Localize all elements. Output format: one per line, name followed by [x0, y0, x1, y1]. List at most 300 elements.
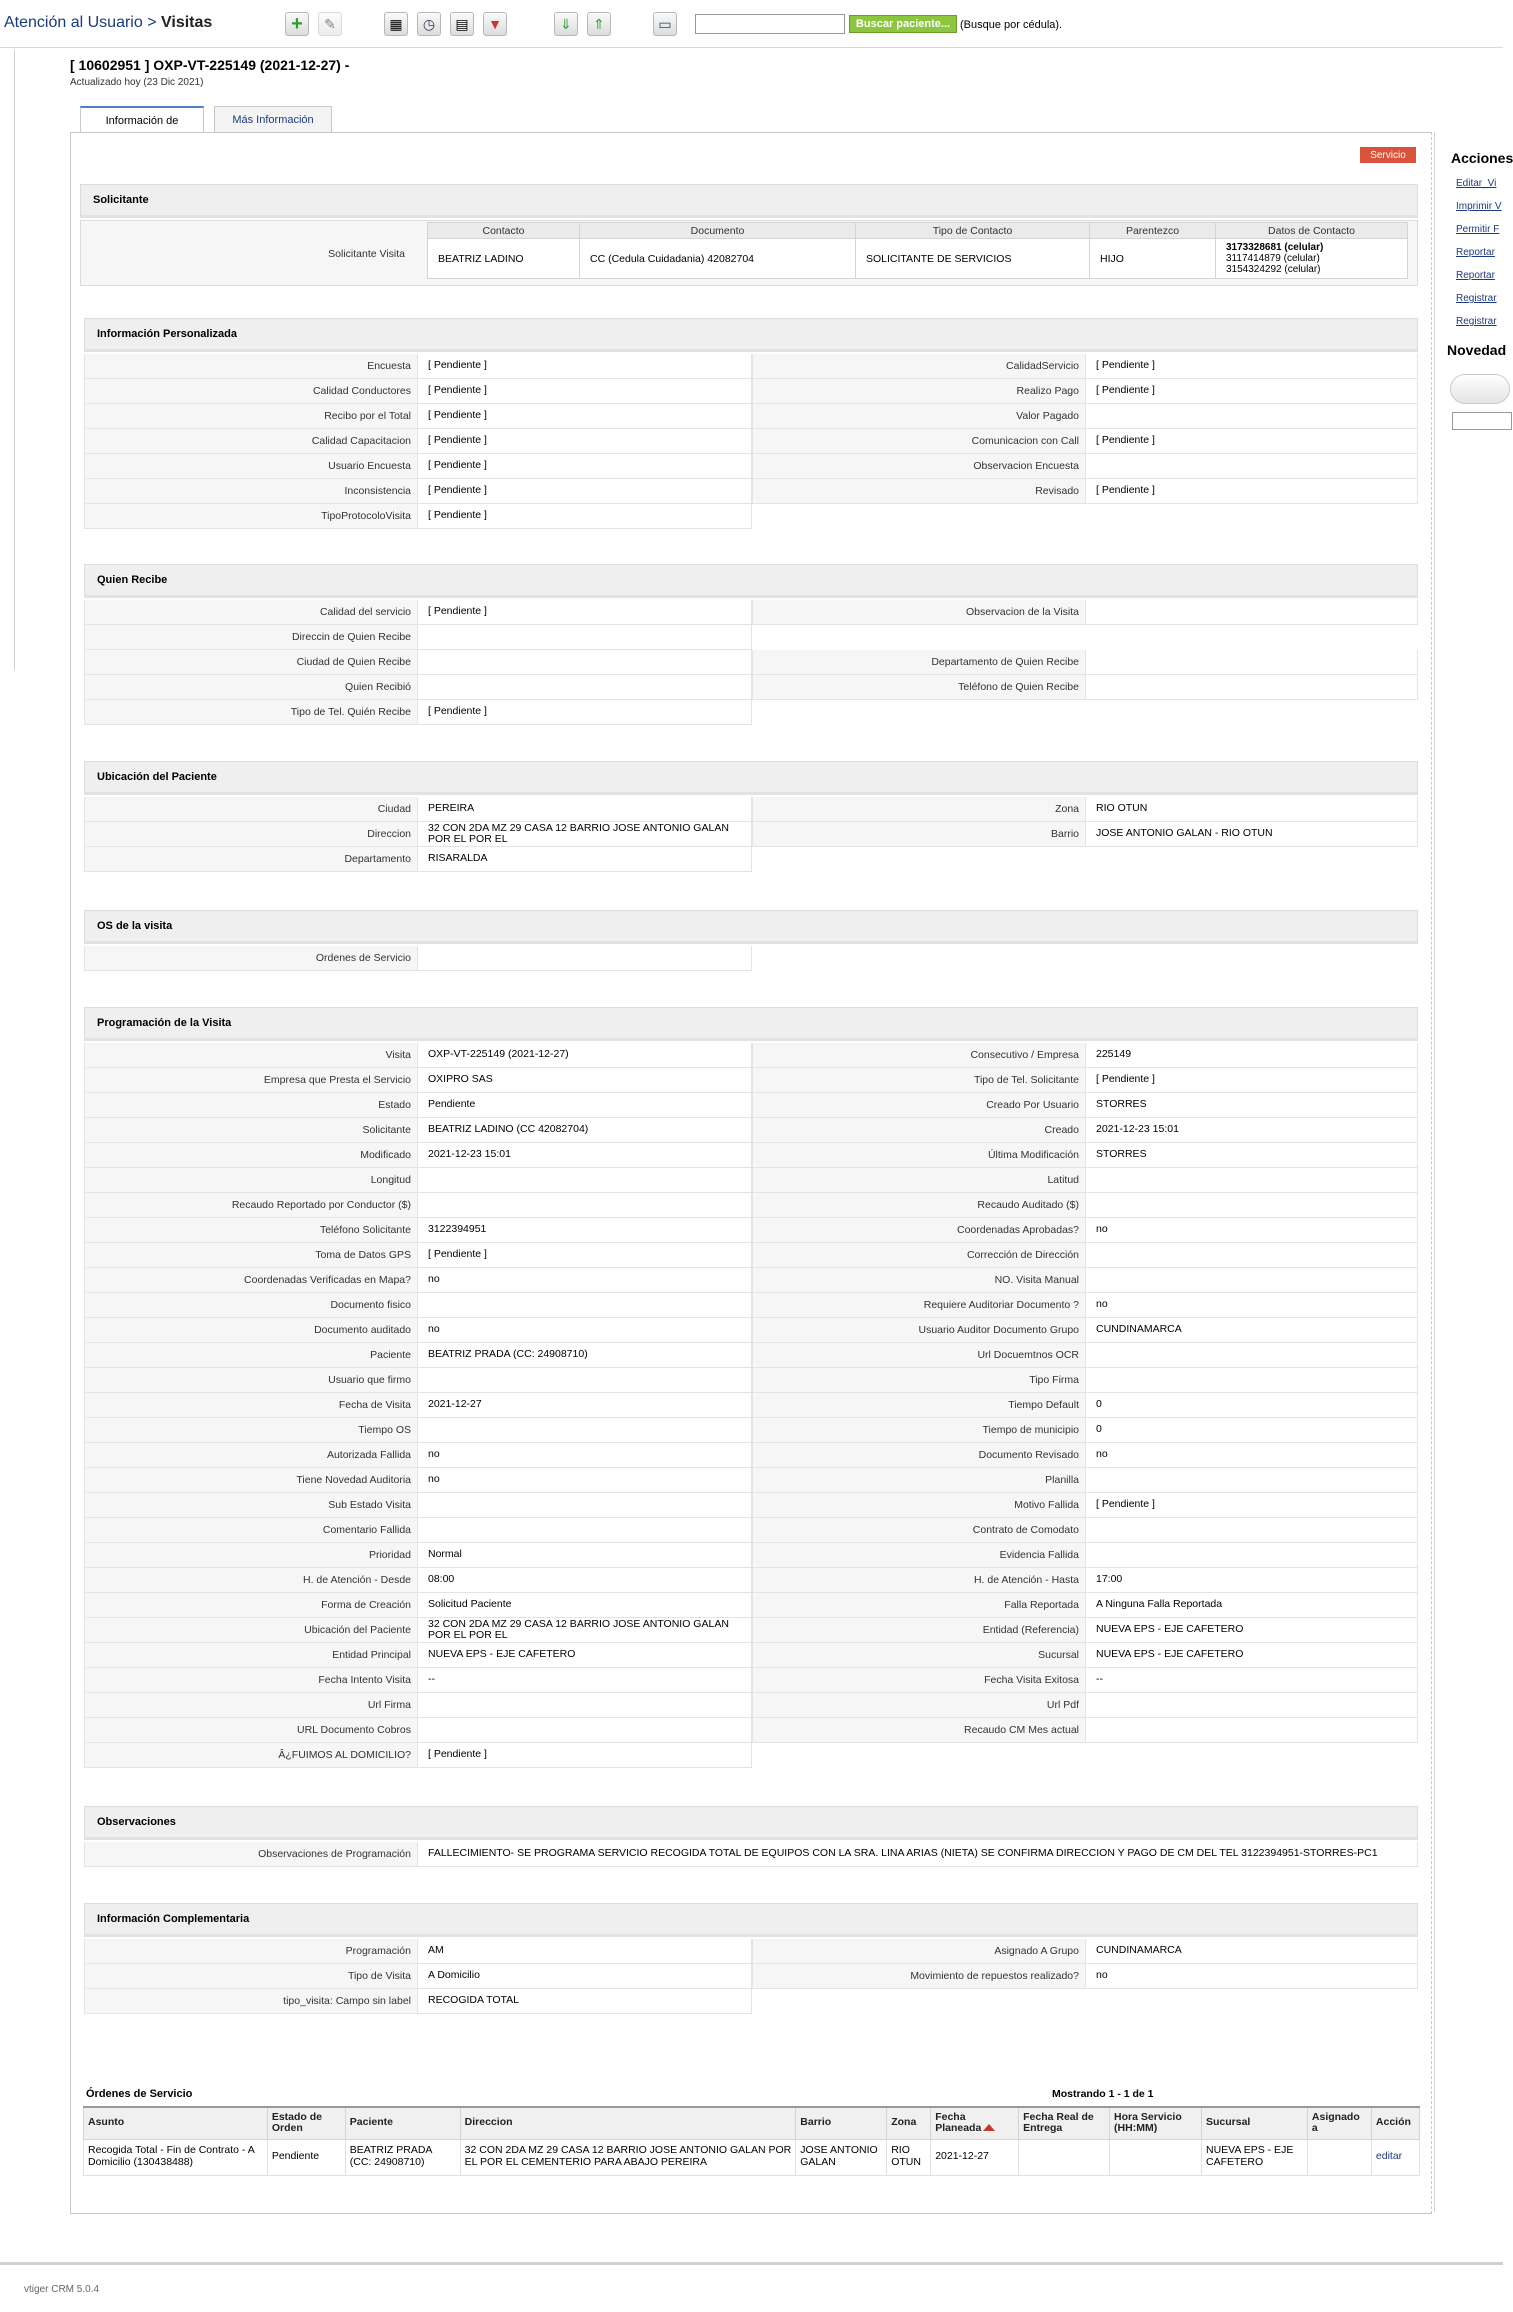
contact-type: SOLICITANTE DE SERVICIOS [856, 239, 1090, 279]
field-value[interactable]: [ Pendiente ] [418, 429, 752, 453]
field-label: Fecha de Visita [84, 1393, 418, 1417]
field-value[interactable]: [ Pendiente ] [418, 454, 752, 478]
field-row [84, 479, 752, 504]
column-header[interactable] [931, 2107, 1019, 2139]
field-row [84, 797, 752, 822]
import-icon: ▼ [488, 16, 502, 32]
order-status: Pendiente [267, 2139, 345, 2175]
field-label: Tipo de Tel. Solicitante [752, 1068, 1086, 1092]
order-action-cell [1371, 2139, 1419, 2175]
field-value[interactable]: RISARALDA [418, 847, 752, 871]
field-label: Motivo Fallida [752, 1493, 1086, 1517]
field-value[interactable]: [ Pendiente ] [1086, 379, 1418, 403]
field-row [752, 797, 1418, 822]
field-row [84, 1618, 752, 1643]
field-value[interactable]: 225149 [1086, 1043, 1418, 1067]
field-row [84, 1842, 1418, 1867]
field-label: Documento fisico [84, 1293, 418, 1317]
field-label: Autorizada Fallida [84, 1443, 418, 1467]
field-value[interactable]: OXP-VT-225149 (2021-12-27) [418, 1043, 752, 1067]
field-label: Fecha Intento Visita [84, 1668, 418, 1692]
orders-title: Órdenes de Servicio [86, 2088, 193, 2100]
field-value[interactable]: NUEVA EPS - EJE CAFETERO [418, 1643, 752, 1667]
field-label: Requiere Auditoriar Documento ? [752, 1293, 1086, 1317]
field-value[interactable]: 08:00 [418, 1568, 752, 1592]
action-link[interactable]: Permitir F [1456, 224, 1500, 235]
orders-count: Mostrando 1 - 1 de 1 [1052, 2088, 1154, 2100]
field-value[interactable]: 2021-12-23 15:01 [1086, 1118, 1418, 1142]
field-value[interactable] [418, 1718, 752, 1742]
field-value[interactable]: [ Pendiente ] [418, 1243, 752, 1267]
field-value[interactable]: RIO OTUN [1086, 797, 1418, 821]
field-label: Falla Reportada [752, 1593, 1086, 1617]
field-value[interactable]: OXIPRO SAS [418, 1068, 752, 1092]
field-value[interactable] [418, 650, 752, 674]
field-label: Recaudo Auditado ($) [752, 1193, 1086, 1217]
field-label: Creado Por Usuario [752, 1093, 1086, 1117]
field-row [84, 675, 752, 700]
field-value[interactable] [418, 1693, 752, 1717]
field-value[interactable]: A Ninguna Falla Reportada [1086, 1593, 1418, 1617]
field-value[interactable] [418, 946, 752, 970]
action-link[interactable]: Editar_Vi [1456, 178, 1497, 189]
field-row [752, 1293, 1418, 1318]
field-row [84, 1643, 752, 1668]
field-label: Modificado [84, 1143, 418, 1167]
order-delivery-date [1019, 2139, 1110, 2175]
action-link[interactable]: Registrar [1456, 316, 1497, 327]
column-header: Datos de Contacto [1216, 223, 1408, 239]
field-value[interactable] [418, 625, 752, 649]
order-planned-date: 2021-12-27 [931, 2139, 1019, 2175]
action-link[interactable]: Imprimir V [1456, 201, 1502, 212]
download-icon: ⇓ [560, 16, 572, 32]
field-row [752, 1368, 1418, 1393]
field-label: Asignado A Grupo [752, 1939, 1086, 1963]
field-row [84, 1268, 752, 1293]
field-value[interactable] [1086, 1193, 1418, 1217]
field-label: Paciente [84, 1343, 418, 1367]
column-header[interactable]: Zona [887, 2107, 931, 2139]
field-value[interactable] [1086, 404, 1418, 428]
field-label: Documento auditado [84, 1318, 418, 1342]
field-label: Tiempo de municipio [752, 1418, 1086, 1442]
column-header[interactable]: Hora Servicio (HH:MM) [1110, 2107, 1202, 2139]
field-value[interactable]: CUNDINAMARCA [1086, 1318, 1418, 1342]
field-row [752, 404, 1418, 429]
edit-link[interactable]: editar [1375, 2150, 1403, 2163]
field-value[interactable] [1086, 675, 1418, 699]
search-hint: (Busque por cédula). [960, 19, 1063, 31]
field-value[interactable]: 32 CON 2DA MZ 29 CASA 12 BARRIO JOSE ANTONIO GALAN POR EL POR EL [418, 822, 752, 846]
field-value[interactable]: JOSE ANTONIO GALAN - RIO OTUN [1086, 822, 1418, 846]
field-row [84, 454, 752, 479]
field-row [84, 1068, 752, 1093]
field-value[interactable]: [ Pendiente ] [418, 479, 752, 503]
field-row [84, 1443, 752, 1468]
field-label: Creado [752, 1118, 1086, 1142]
field-row [752, 454, 1418, 479]
upload-button[interactable] [587, 12, 611, 36]
field-value[interactable]: [ Pendiente ] [1086, 354, 1418, 378]
field-row [752, 1493, 1418, 1518]
field-value[interactable] [418, 1293, 752, 1317]
field-label: Departamento [84, 847, 418, 871]
field-row [752, 1593, 1418, 1618]
field-row [84, 1243, 752, 1268]
field-row [84, 1568, 752, 1593]
field-row [84, 600, 752, 625]
action-link[interactable]: Registrar [1456, 293, 1497, 304]
field-label: Comunicacion con Call [752, 429, 1086, 453]
field-label: Inconsistencia [84, 479, 418, 503]
field-row [752, 1043, 1418, 1068]
field-value[interactable]: NUEVA EPS - EJE CAFETERO [1086, 1618, 1418, 1642]
field-value[interactable]: NUEVA EPS - EJE CAFETERO [1086, 1643, 1418, 1667]
column-header: Acción [1371, 2107, 1419, 2139]
field-value[interactable]: Solicitud Paciente [418, 1593, 752, 1617]
field-label: Tiempo Default [752, 1393, 1086, 1417]
field-row [84, 822, 752, 847]
field-row [752, 1393, 1418, 1418]
monitor-button[interactable] [653, 12, 677, 36]
field-label: Contrato de Comodato [752, 1518, 1086, 1542]
field-value[interactable]: -- [418, 1668, 752, 1692]
field-row [84, 1293, 752, 1318]
field-label: Tipo Firma [752, 1368, 1086, 1392]
novedades-input[interactable] [1452, 412, 1512, 430]
field-value[interactable]: AM [418, 1939, 752, 1963]
field-label: TipoProtocoloVisita [84, 504, 418, 528]
field-label: Tipo de Visita [84, 1964, 418, 1988]
field-value[interactable]: CUNDINAMARCA [1086, 1939, 1418, 1963]
field-label: Entidad (Referencia) [752, 1618, 1086, 1642]
field-label: Teléfono Solicitante [84, 1218, 418, 1242]
field-label: Usuario Auditor Documento Grupo [752, 1318, 1086, 1342]
field-row [752, 1468, 1418, 1493]
field-value[interactable]: [ Pendiente ] [1086, 479, 1418, 503]
section-header: Información Complementaria [84, 1903, 1418, 1937]
field-row [752, 1068, 1418, 1093]
field-label: tipo_visita: Campo sin label [84, 1989, 418, 2013]
field-value[interactable]: BEATRIZ PRADA (CC: 24908710) [418, 1343, 752, 1367]
field-value[interactable]: no [1086, 1218, 1418, 1242]
field-row [84, 1468, 752, 1493]
field-label: URL Documento Cobros [84, 1718, 418, 1742]
field-label: Consecutivo / Empresa [752, 1043, 1086, 1067]
field-label: Prioridad [84, 1543, 418, 1567]
field-row [84, 504, 752, 529]
field-value[interactable]: STORRES [1086, 1093, 1418, 1117]
column-header: Contacto [428, 223, 580, 239]
add-icon: + [291, 13, 303, 35]
field-label: Revisado [752, 479, 1086, 503]
field-label: Coordenadas Verificadas en Mapa? [84, 1268, 418, 1292]
footer-version: vtiger CRM 5.0.4 [24, 2284, 100, 2295]
contact-name[interactable]: BEATRIZ LADINO [428, 239, 580, 279]
field-row [84, 1318, 752, 1343]
field-value[interactable]: [ Pendiente ] [1086, 429, 1418, 453]
orders-table [83, 2106, 1420, 2176]
top-toolbar [0, 0, 1503, 48]
field-row [84, 1093, 752, 1118]
order-address: 32 CON 2DA MZ 29 CASA 12 BARRIO JOSE ANTONIO GALAN POR EL POR EL CEMENTERIO PARA ABAJO PEREIRA [460, 2139, 796, 2175]
field-row [752, 1964, 1418, 1989]
field-value[interactable]: no [418, 1443, 752, 1467]
field-value[interactable] [1086, 1518, 1418, 1542]
field-row [84, 1418, 752, 1443]
field-value[interactable] [418, 1368, 752, 1392]
field-row [84, 1718, 752, 1743]
field-label: Observacion de la Visita [752, 600, 1086, 624]
field-value[interactable] [1086, 650, 1418, 674]
field-value[interactable] [1086, 1468, 1418, 1492]
field-value[interactable] [1086, 600, 1418, 624]
field-row [84, 354, 752, 379]
field-row [84, 1393, 752, 1418]
field-value[interactable] [1086, 1368, 1418, 1392]
calculator-button[interactable] [450, 12, 474, 36]
search-patient-button[interactable]: Buscar paciente... [849, 15, 957, 33]
field-row [84, 404, 752, 429]
field-row [84, 1593, 752, 1618]
field-label: Corrección de Dirección [752, 1243, 1086, 1267]
field-label: Fecha Visita Exitosa [752, 1668, 1086, 1692]
field-value[interactable] [418, 1193, 752, 1217]
tab-mas-informacion[interactable]: Más Información [214, 106, 332, 132]
section-header-solicitante: Solicitante [80, 184, 1418, 218]
field-label: Ciudad [84, 797, 418, 821]
field-value[interactable]: no [1086, 1443, 1418, 1467]
field-row [84, 1964, 752, 1989]
field-row [752, 1939, 1418, 1964]
field-label: Quien Recibió [84, 675, 418, 699]
order-subject[interactable]: Recogida Total - Fin de Contrato - A Domicilio (130438488) [84, 2139, 268, 2175]
field-value[interactable]: [ Pendiente ] [418, 354, 752, 378]
field-value[interactable]: [ Pendiente ] [418, 504, 752, 528]
column-header[interactable]: Asunto [84, 2107, 268, 2139]
sort-ascending-icon [983, 2124, 995, 2131]
order-assigned [1307, 2139, 1371, 2175]
field-row [752, 1218, 1418, 1243]
field-value[interactable]: no [1086, 1964, 1418, 1988]
column-header[interactable]: Barrio [796, 2107, 887, 2139]
column-header[interactable]: Fecha Real de Entrega [1019, 2107, 1110, 2139]
field-label: Direccin de Quien Recibe [84, 625, 418, 649]
contact-document: CC (Cedula Cuidadania) 42082704 [580, 239, 856, 279]
field-value[interactable] [1086, 1543, 1418, 1567]
field-row [752, 1243, 1418, 1268]
field-row [84, 1743, 752, 1768]
field-value[interactable] [418, 1418, 752, 1442]
edit-record-button[interactable] [318, 12, 342, 36]
field-value[interactable]: PEREIRA [418, 797, 752, 821]
breadcrumb-module[interactable]: Atención al Usuario > [4, 14, 157, 31]
field-value[interactable] [1086, 1268, 1418, 1292]
field-label: Documento Revisado [752, 1443, 1086, 1467]
field-row [752, 1543, 1418, 1568]
field-label: Visita [84, 1043, 418, 1067]
section-header: Ubicación del Paciente [84, 761, 1418, 795]
field-row [752, 1143, 1418, 1168]
order-patient: BEATRIZ PRADA (CC: 24908710) [345, 2139, 460, 2175]
column-header[interactable]: Asignado a [1307, 2107, 1371, 2139]
field-label: CalidadServicio [752, 354, 1086, 378]
action-link[interactable]: Reportar [1456, 247, 1495, 258]
field-value[interactable] [1086, 1718, 1418, 1742]
field-value[interactable]: [ Pendiente ] [418, 379, 752, 403]
column-header[interactable]: Paciente [345, 2107, 460, 2139]
field-value[interactable]: 17:00 [1086, 1568, 1418, 1592]
field-value[interactable] [418, 1493, 752, 1517]
field-row [752, 1118, 1418, 1143]
field-value[interactable]: Pendiente [418, 1093, 752, 1117]
field-row [752, 1618, 1418, 1643]
table-row [84, 2139, 1420, 2175]
field-label: Valor Pagado [752, 404, 1086, 428]
field-label: Observaciones de Programación [84, 1842, 418, 1866]
field-row [84, 379, 752, 404]
field-row [84, 1693, 752, 1718]
column-header: Parentezco [1090, 223, 1216, 239]
tab-informacion[interactable]: Información de [80, 106, 204, 133]
contact-phone: 3154324292 (celular) [1226, 264, 1321, 275]
field-label: Usuario que firmo [84, 1368, 418, 1392]
field-value[interactable]: Normal [418, 1543, 752, 1567]
field-row [84, 1193, 752, 1218]
field-value[interactable]: 2021-12-27 [418, 1393, 752, 1417]
field-label: Planilla [752, 1468, 1086, 1492]
field-value[interactable] [1086, 1168, 1418, 1192]
column-header-label: Fecha Planeada [935, 2110, 982, 2135]
field-value[interactable]: [ Pendiente ] [418, 1743, 752, 1767]
contact-phones [1216, 239, 1408, 279]
page-title: Visitas [160, 14, 213, 31]
field-label: Coordenadas Aprobadas? [752, 1218, 1086, 1242]
field-label: Toma de Datos GPS [84, 1243, 418, 1267]
field-value[interactable]: 0 [1086, 1418, 1418, 1442]
field-value[interactable]: [ Pendiente ] [418, 600, 752, 624]
field-label: Última Modificación [752, 1143, 1086, 1167]
field-label: Solicitante [84, 1118, 418, 1142]
field-value[interactable]: 32 CON 2DA MZ 29 CASA 12 BARRIO JOSE ANTONIO GALAN POR EL POR EL [418, 1618, 752, 1642]
order-service-time [1110, 2139, 1202, 2175]
field-value[interactable]: no [418, 1268, 752, 1292]
download-button[interactable] [554, 12, 578, 36]
field-value[interactable]: FALLECIMIENTO- SE PROGRAMA SERVICIO RECOGIDA TOTAL DE EQUIPOS CON LA SRA. LINA ARIAS (NIETA) SE CONFIRMA DIRECCION Y PAGO DE CM DEL TEL 3122394951-STORRES-PC1 [418, 1842, 1418, 1866]
field-label: Recibo por el Total [84, 404, 418, 428]
field-row [84, 1939, 752, 1964]
field-label: Â¿FUIMOS AL DOMICILIO? [84, 1743, 418, 1767]
field-value[interactable] [1086, 1693, 1418, 1717]
column-header[interactable]: Direccion [460, 2107, 796, 2139]
field-value[interactable]: [ Pendiente ] [1086, 1493, 1418, 1517]
solicitante-table [427, 222, 1408, 279]
field-row [84, 1668, 752, 1693]
field-label: Zona [752, 797, 1086, 821]
calendar-button[interactable] [384, 12, 408, 36]
field-row [752, 1668, 1418, 1693]
clock-button[interactable] [417, 12, 441, 36]
field-label: Movimiento de repuestos realizado? [752, 1964, 1086, 1988]
field-value[interactable]: [ Pendiente ] [418, 700, 752, 724]
order-barrio: JOSE ANTONIO GALAN [796, 2139, 887, 2175]
section-header: Información Personalizada [84, 318, 1418, 352]
field-row [752, 1268, 1418, 1293]
field-label: Ordenes de Servicio [84, 946, 418, 970]
novedades-cloud-icon [1450, 374, 1510, 404]
field-value[interactable] [418, 675, 752, 699]
add-record-button[interactable] [285, 12, 309, 36]
field-label: Recaudo CM Mes actual [752, 1718, 1086, 1742]
field-value[interactable]: BEATRIZ LADINO (CC 42082704) [418, 1118, 752, 1142]
field-value[interactable]: 0 [1086, 1393, 1418, 1417]
field-row [752, 354, 1418, 379]
field-value[interactable] [1086, 454, 1418, 478]
order-zone: RIO OTUN [887, 2139, 931, 2175]
field-label: Sub Estado Visita [84, 1493, 418, 1517]
field-label: Calidad Capacitacion [84, 429, 418, 453]
actions-title: Acciones [1451, 150, 1513, 166]
field-row [84, 1143, 752, 1168]
field-value[interactable]: 2021-12-23 15:01 [418, 1143, 752, 1167]
field-value[interactable]: RECOGIDA TOTAL [418, 1989, 752, 2013]
field-row [84, 1043, 752, 1068]
field-label: Direccion [84, 822, 418, 846]
field-label: Evidencia Fallida [752, 1543, 1086, 1567]
action-link[interactable]: Reportar [1456, 270, 1495, 281]
record-updated: Actualizado hoy (23 Dic 2021) [70, 77, 204, 88]
field-value[interactable]: STORRES [1086, 1143, 1418, 1167]
search-input[interactable] [695, 14, 845, 34]
field-row [84, 1989, 752, 2014]
column-header[interactable]: Sucursal [1201, 2107, 1307, 2139]
field-value[interactable] [418, 1168, 752, 1192]
field-value[interactable] [418, 1518, 752, 1542]
field-value[interactable] [1086, 1243, 1418, 1267]
field-value[interactable]: no [418, 1318, 752, 1342]
field-value[interactable]: no [418, 1468, 752, 1492]
field-label: Empresa que Presta el Servicio [84, 1068, 418, 1092]
field-value[interactable]: -- [1086, 1668, 1418, 1692]
field-label: Teléfono de Quien Recibe [752, 675, 1086, 699]
field-row [84, 700, 752, 725]
field-value[interactable]: 3122394951 [418, 1218, 752, 1242]
section-header: Quien Recibe [84, 564, 1418, 598]
field-value[interactable]: A Domicilio [418, 1964, 752, 1988]
column-header[interactable]: Estado de Orden [267, 2107, 345, 2139]
field-value[interactable]: no [1086, 1293, 1418, 1317]
field-label: Departamento de Quien Recibe [752, 650, 1086, 674]
import-button[interactable] [483, 12, 507, 36]
column-header: Tipo de Contacto [856, 223, 1090, 239]
field-value[interactable]: [ Pendiente ] [418, 404, 752, 428]
field-row [752, 1518, 1418, 1543]
field-label: Usuario Encuesta [84, 454, 418, 478]
field-row [84, 625, 752, 650]
field-label: Barrio [752, 822, 1086, 846]
field-label: Calidad Conductores [84, 379, 418, 403]
field-row [752, 1168, 1418, 1193]
field-value[interactable]: [ Pendiente ] [1086, 1068, 1418, 1092]
right-panel [1434, 132, 1503, 2212]
field-row [84, 1493, 752, 1518]
field-label: Realizo Pago [752, 379, 1086, 403]
field-row [84, 1218, 752, 1243]
field-label: Programación [84, 1939, 418, 1963]
field-row [84, 847, 752, 872]
field-value[interactable] [1086, 1343, 1418, 1367]
